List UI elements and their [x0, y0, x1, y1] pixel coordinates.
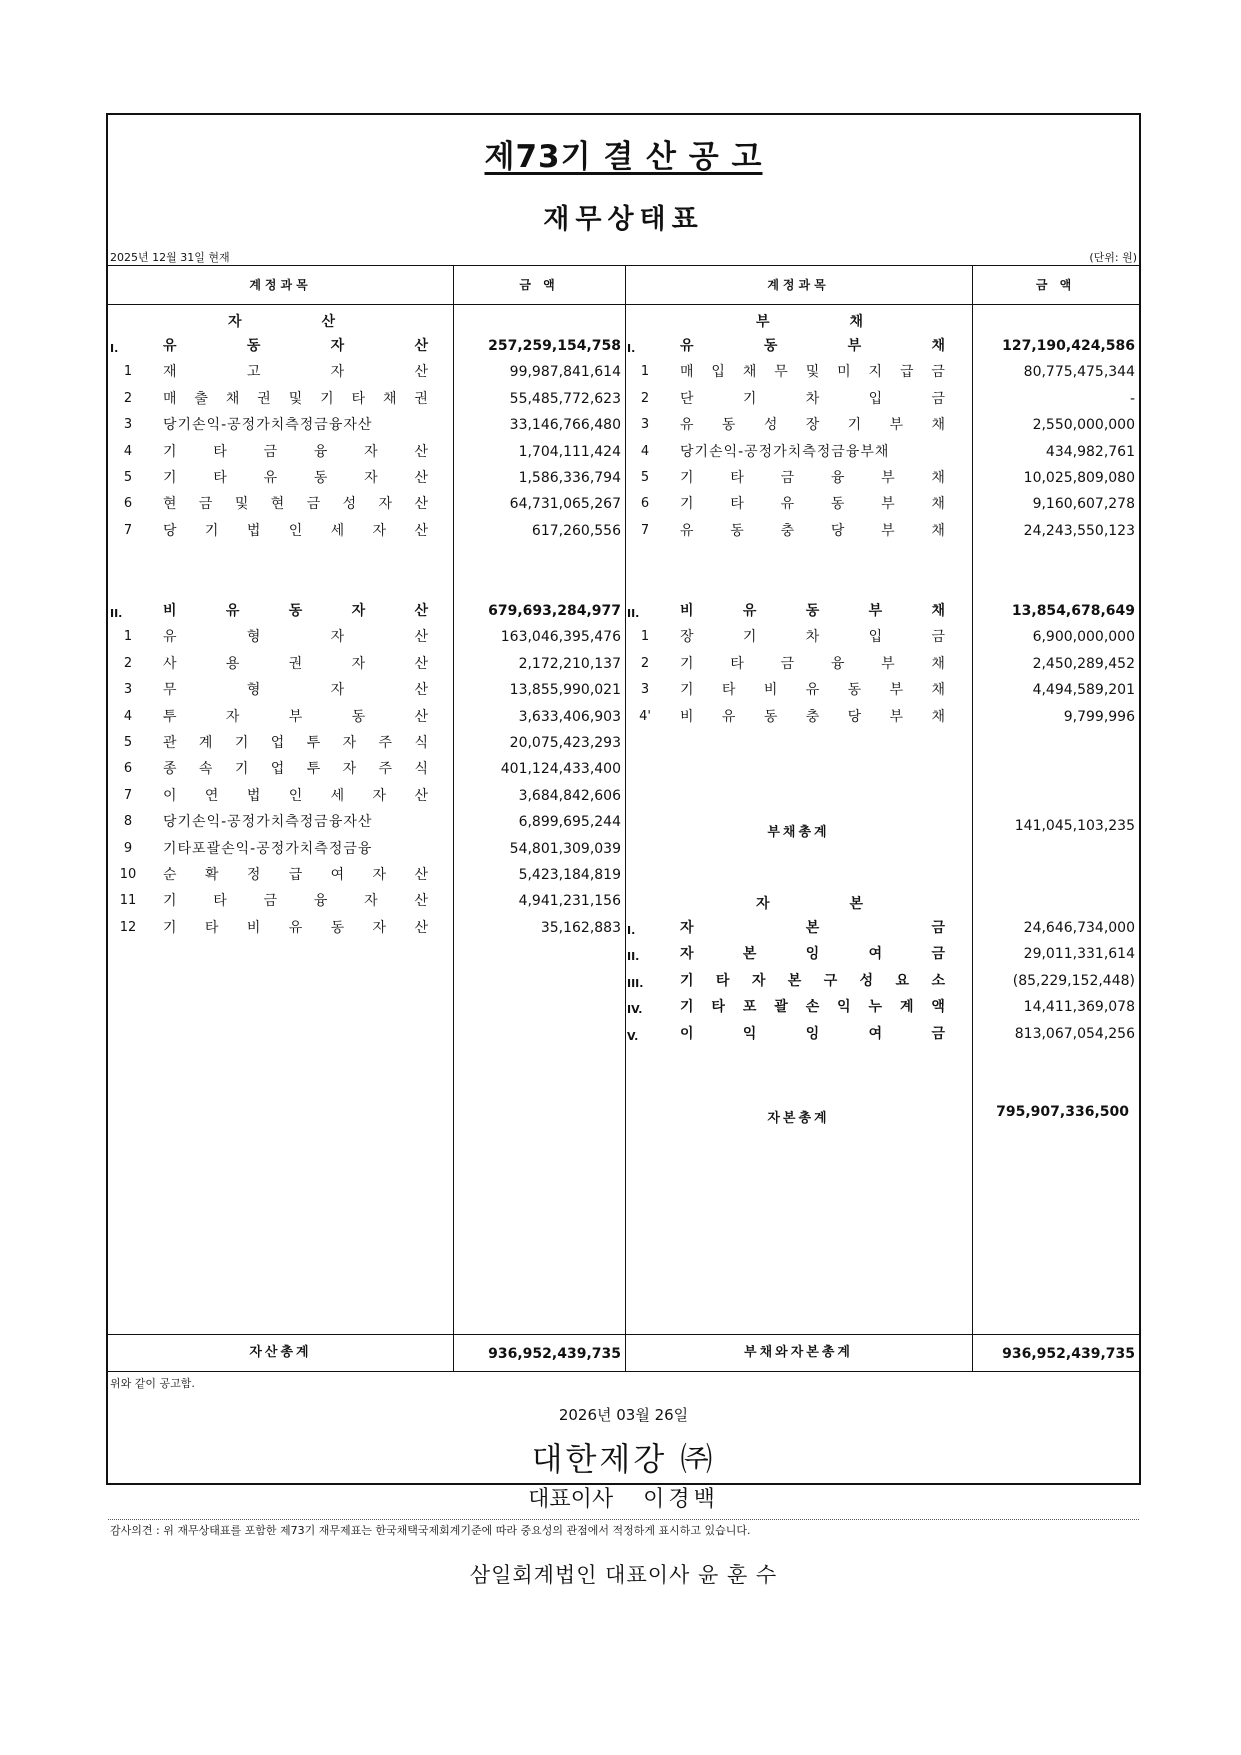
item-number: 2 [123, 390, 133, 406]
total-liabilities-amount: 141,045,103,235 [1014, 818, 1135, 834]
account-name: 사 용 권 자 산 [163, 655, 428, 672]
total-liabilities-label: 부채총계 [767, 825, 830, 840]
closing-note: 위와 같이 공고함. [110, 1377, 195, 1390]
account-name: 비 유 동 충 당 부 채 [680, 708, 945, 725]
account-amount: 679,693,284,977 [488, 603, 621, 619]
account-name: 재 고 자 산 [163, 364, 428, 381]
asset-row [108, 786, 625, 806]
item-number: 3 [123, 417, 133, 433]
asset-row [108, 389, 625, 409]
item-number: 7 [123, 787, 133, 803]
liability-row [625, 654, 1139, 674]
section-row-current-liabilities [625, 336, 1139, 356]
account-name: 순 확 정 급 여 자 산 [163, 867, 428, 883]
account-amount: 10,025,809,080 [1023, 470, 1135, 486]
liability-row [625, 362, 1139, 382]
account-name: 기 타 금 융 부 채 [680, 655, 945, 672]
account-name: 기 타 금 융 자 산 [163, 443, 428, 460]
account-amount: 35,162,883 [540, 919, 621, 936]
item-number: 1 [640, 629, 650, 645]
item-number: 1 [640, 364, 650, 380]
account-amount: 20,075,423,293 [509, 735, 621, 751]
ceo-signature-line [108, 1482, 1139, 1513]
asset-row [108, 707, 625, 727]
account-name: 유 동 부 채 [680, 338, 945, 354]
account-name: 기 타 유 동 부 채 [680, 496, 945, 513]
equity-row [625, 944, 1139, 964]
item-number: 4 [123, 443, 133, 459]
item-number: 6 [123, 761, 133, 777]
account-amount: 99,987,841,614 [509, 364, 621, 381]
account-amount: 5,423,184,819 [518, 867, 621, 883]
account-amount: 13,855,990,021 [509, 682, 621, 699]
account-name: 매 입 채 무 및 미 지 급 금 [680, 364, 945, 381]
equity-row [625, 997, 1139, 1017]
total-liabilities-equity-amount: 936,952,439,735 [1002, 1346, 1135, 1362]
liability-row [625, 442, 1139, 462]
section-row-current-assets [108, 336, 625, 356]
account-amount: 6,899,695,244 [518, 814, 621, 831]
asset-row [108, 891, 625, 911]
account-name: 무 형 자 산 [163, 682, 428, 699]
account-name: 이 익 잉 여 금 [680, 1025, 945, 1042]
account-amount: 1,586,336,794 [518, 470, 621, 486]
liability-row [625, 627, 1139, 647]
account-name: 당기손익-공정가치측정금융부채 [680, 443, 890, 460]
account-amount: 54,801,309,039 [509, 840, 621, 857]
asset-row [108, 494, 625, 514]
liabilities-heading: 부 채 [756, 314, 866, 330]
right-account-header: 계정과목 [767, 278, 830, 292]
account-amount: - [1129, 390, 1135, 407]
section-row-noncurrent-liabilities [625, 601, 1139, 621]
account-amount: 24,646,734,000 [1023, 920, 1135, 936]
account-amount: 257,259,154,758 [488, 338, 621, 354]
liability-row [625, 680, 1139, 700]
item-number: 2 [640, 655, 650, 671]
statement-title: 재무상태표 [543, 204, 704, 235]
asset-row [108, 812, 625, 832]
asset-row [108, 865, 625, 885]
item-number: 8 [123, 814, 133, 830]
asset-row [108, 627, 625, 647]
account-amount: 9,799,996 [1063, 708, 1135, 725]
account-amount: 2,450,289,452 [1032, 655, 1135, 672]
item-number: 5 [123, 735, 133, 750]
account-name: 기 타 비 유 동 부 채 [680, 682, 945, 699]
equity-row [625, 918, 1139, 938]
left-amount-header: 금 액 [519, 278, 559, 292]
account-amount: 13,854,678,649 [1011, 603, 1135, 619]
account-amount: 64,731,065,267 [509, 496, 621, 513]
account-name: 기 타 금 융 부 채 [680, 470, 945, 486]
account-amount: 1,704,111,424 [518, 443, 621, 460]
item-number: 2 [640, 390, 650, 406]
asset-row [108, 521, 625, 541]
item-number: 7 [123, 522, 133, 538]
item-number: 5 [123, 470, 133, 485]
item-number: 1 [123, 364, 133, 380]
dotted-divider [108, 1519, 1139, 1520]
item-number: 5 [640, 470, 650, 485]
as-of-date: 2025년 12월 31일 현재 [110, 251, 230, 264]
account-name: 관 계 기 업 투 자 주 식 [163, 735, 428, 751]
account-amount: 813,067,054,256 [1014, 1025, 1135, 1042]
account-name: 당기손익-공정가치측정금융자산 [163, 814, 373, 831]
account-name: 당기손익-공정가치측정금융자산 [163, 417, 373, 434]
ceo-name: 이경백 [643, 1487, 719, 1512]
item-number: 2 [123, 655, 133, 671]
item-number: 11 [119, 893, 137, 909]
totals-divider [108, 1334, 1139, 1335]
liability-row [625, 415, 1139, 435]
total-assets-amount: 936,952,439,735 [488, 1346, 621, 1362]
balance-sheet-table [108, 265, 1139, 1372]
asset-row [108, 442, 625, 462]
account-name: 유 동 성 장 기 부 채 [680, 417, 945, 434]
account-name: 유 동 자 산 [163, 338, 428, 354]
equity-heading: 자 본 [756, 896, 866, 912]
asset-row [108, 839, 625, 859]
account-amount: 24,243,550,123 [1023, 522, 1135, 539]
account-amount: 3,684,842,606 [518, 787, 621, 804]
asset-row [108, 468, 625, 488]
unit-label: (단위: 원) [1089, 251, 1137, 264]
item-number: 7 [640, 522, 650, 538]
announcement-title: 제73기 결 산 공 고 [484, 139, 763, 175]
asset-row [108, 759, 625, 779]
account-amount: 4,494,589,201 [1032, 682, 1135, 699]
account-amount: 29,011,331,614 [1023, 946, 1135, 963]
assets-heading: 자 산 [228, 314, 338, 330]
liability-row [625, 389, 1139, 409]
liability-row [625, 707, 1139, 727]
header-divider [108, 304, 1139, 305]
section-number: I. [627, 924, 636, 937]
account-amount: 127,190,424,586 [1002, 338, 1135, 354]
liability-row [625, 494, 1139, 514]
account-name: 기 타 포 괄 손 익 누 계 액 [680, 999, 945, 1016]
account-name: 비 유 동 자 산 [163, 603, 428, 619]
item-number: 10 [119, 867, 137, 882]
account-amount: 163,046,395,476 [500, 629, 621, 646]
account-name: 자 본 잉 여 금 [680, 946, 945, 963]
account-amount: 6,900,000,000 [1032, 629, 1135, 646]
account-amount: 14,411,369,078 [1023, 999, 1135, 1016]
item-number: 3 [640, 682, 650, 698]
account-name: 기 타 금 융 자 산 [163, 893, 428, 910]
asset-row [108, 415, 625, 435]
account-amount: 9,160,607,278 [1032, 496, 1135, 513]
left-account-header: 계정과목 [249, 278, 312, 292]
account-name: 매 출 채 권 및 기 타 채 권 [163, 390, 428, 407]
item-number: 1 [123, 629, 133, 645]
liability-row [625, 521, 1139, 541]
account-name: 기 타 유 동 자 산 [163, 470, 428, 486]
auditor-signature: 삼일회계법인 대표이사 윤 훈 수 [469, 1563, 778, 1587]
section-number: III. [627, 976, 644, 990]
equity-row [625, 971, 1139, 991]
account-amount: 434,982,761 [1045, 443, 1135, 460]
account-amount: 2,550,000,000 [1032, 417, 1135, 434]
asset-row [108, 733, 625, 753]
account-amount: 2,172,210,137 [518, 655, 621, 672]
item-number: 3 [640, 417, 650, 433]
account-amount: 4,941,231,156 [518, 893, 621, 910]
section-number: V. [627, 1029, 639, 1043]
ceo-title: 대표이사 [528, 1487, 614, 1512]
account-name: 비 유 동 부 채 [680, 603, 945, 619]
announcement-frame [106, 113, 1141, 1587]
account-name: 장 기 차 입 금 [680, 629, 945, 646]
item-number: 9 [123, 840, 133, 856]
section-number: IV. [627, 1003, 643, 1017]
account-amount: 33,146,766,480 [509, 417, 621, 434]
account-amount: 617,260,556 [531, 522, 621, 539]
asset-row [108, 654, 625, 674]
total-equity-label: 자본총계 [767, 1111, 830, 1126]
total-equity-amount: 795,907,336,500 [996, 1104, 1129, 1120]
account-name: 유 동 충 당 부 채 [680, 522, 945, 539]
account-name: 자 본 금 [680, 920, 945, 936]
announcement-date: 2026년 03월 26일 [558, 1406, 689, 1424]
section-number: I. [627, 342, 636, 355]
account-amount: (85,229,152,448) [1012, 972, 1135, 989]
account-amount: 55,485,772,623 [509, 390, 621, 407]
account-name: 기 타 비 유 동 자 산 [163, 919, 428, 936]
section-number: II. [110, 607, 123, 620]
account-amount: 401,124,433,400 [500, 761, 621, 778]
item-number: 3 [123, 682, 133, 698]
account-name: 이 연 법 인 세 자 산 [163, 787, 428, 804]
total-liabilities-equity-label: 부채와자본총계 [744, 1345, 853, 1360]
account-name: 종 속 기 업 투 자 주 식 [163, 761, 428, 778]
audit-opinion: 감사의견 : 위 재무상태표를 포함한 제73기 재무제표는 한국채택국제회계기준에 따라 중요성의 관점에서 적정하게 표시하고 있습니다. [110, 1524, 751, 1537]
item-number: 6 [640, 496, 650, 512]
account-name: 기타포괄손익-공정가치측정금융 [163, 840, 373, 857]
asset-row [108, 362, 625, 382]
asset-row [108, 680, 625, 700]
account-amount: 80,775,475,344 [1023, 364, 1135, 381]
company-name: 대한제강 ㈜ [531, 1440, 716, 1478]
item-number: 6 [123, 496, 133, 512]
item-number: 4' [639, 708, 651, 724]
liability-row [625, 468, 1139, 488]
account-name: 현 금 및 현 금 성 자 산 [163, 496, 428, 513]
equity-row [625, 1024, 1139, 1044]
account-amount: 3,633,406,903 [518, 708, 621, 725]
item-number: 12 [119, 919, 137, 935]
account-name: 단 기 차 입 금 [680, 390, 945, 407]
section-number: I. [110, 342, 119, 355]
account-name: 당 기 법 인 세 자 산 [163, 522, 428, 539]
section-number: II. [627, 950, 640, 964]
account-name: 기 타 자 본 구 성 요 소 [680, 972, 945, 989]
item-number: 4 [123, 708, 133, 724]
section-number: II. [627, 607, 640, 620]
account-name: 투 자 부 동 산 [163, 708, 428, 725]
right-amount-header: 금 액 [1035, 278, 1076, 292]
asset-row [108, 918, 625, 938]
item-number: 4 [640, 443, 650, 459]
section-row-noncurrent-assets [108, 601, 625, 621]
account-name: 유 형 자 산 [163, 629, 428, 646]
total-assets-label: 자산총계 [249, 1345, 312, 1360]
